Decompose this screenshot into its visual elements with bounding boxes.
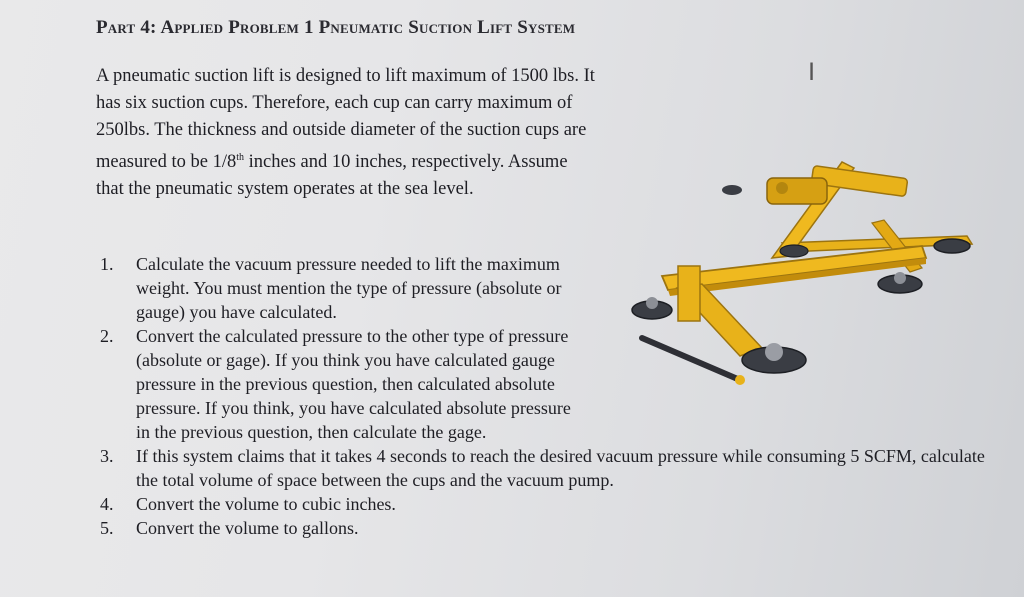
question-number: 2.: [100, 326, 114, 346]
question-text: Convert the volume to gallons.: [136, 518, 359, 538]
intro-superscript: th: [236, 152, 245, 163]
question-number: 3.: [100, 446, 114, 466]
suction-lifter-illustration: [622, 148, 992, 393]
question-text: If this system claims that it takes 4 seconds to reach the desired vacuum pressure while consuming 5 SCFM, calculate the total volume of space between the cups and the vacuum pump.: [136, 446, 985, 490]
lifter-front-arm: [642, 284, 762, 385]
intro-text-2: inches and 10 inches, respectively. Assume that the pneumatic system operates at the sea level.: [96, 152, 568, 200]
text-cursor-icon: I: [808, 58, 816, 86]
question-number: 4.: [100, 494, 114, 514]
page-title: Part 4: Applied Problem 1 Pneumatic Suction Lift System: [96, 17, 576, 38]
intro-paragraph: [96, 63, 596, 203]
question-text: Calculate the vacuum pressure needed to lift the maximum weight. You must mention the type of pressure (absolute or gauge) you have calculated.: [136, 254, 562, 322]
intro-text-1: A pneumatic suction lift is designed to lift maximum of 1500 lbs. It has six suction cups. Therefore, each cup can carry maximum of 250lbs. The thickness and outside diameter of the suction cups are measured to be 1/8: [96, 66, 595, 173]
question-number: 5.: [100, 518, 114, 538]
question-item-3: [96, 444, 996, 492]
question-text: Convert the calculated pressure to the other type of pressure (absolute or gage). If you think you have calculated gauge pressure in the previous question, then calculated absolute pressure. If you think, you have calculated absolute pressure in the previous question, then calculate the gage.: [136, 326, 571, 442]
question-item-5: [96, 516, 996, 540]
question-number: 1.: [100, 254, 114, 274]
question-item-4: [96, 492, 996, 516]
question-text: Convert the volume to cubic inches.: [136, 494, 396, 514]
